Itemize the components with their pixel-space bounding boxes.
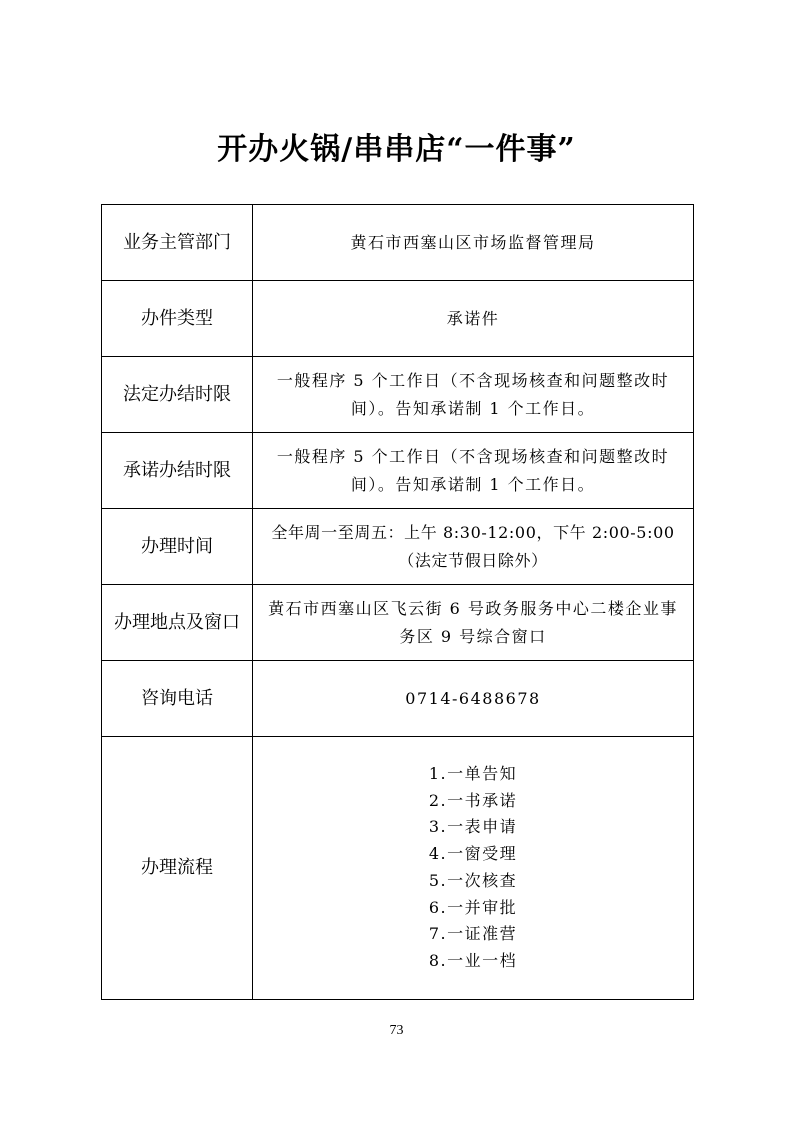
value-line: 间）。告知承诺制 1 个工作日。 (350, 474, 596, 494)
value-line: 0714-6488678 (405, 688, 541, 708)
table-row-legal-deadline (102, 357, 694, 433)
value-phone (253, 661, 694, 737)
process-step: 4.一窗受理 (428, 844, 518, 864)
process-steps-list (429, 761, 517, 975)
value-location (253, 585, 694, 661)
value-line: 承诺件 (446, 308, 500, 328)
table-row-office-hours (102, 509, 694, 585)
value-process (253, 737, 694, 1000)
process-step: 6.一并审批 (428, 897, 518, 917)
page-number: 73 (389, 1023, 404, 1038)
value-line: 间）。告知承诺制 1 个工作日。 (350, 398, 596, 418)
label-department: 业务主管部门 (102, 205, 253, 281)
value-line: 务区 9 号综合窗口 (399, 626, 547, 646)
value-legal-deadline (253, 357, 694, 433)
table-row-department (102, 205, 694, 281)
value-line: （法定节假日除外） (398, 550, 548, 570)
value-department (253, 205, 694, 281)
value-line: 黄石市西塞山区飞云街 6 号政务服务中心二楼企业事 (268, 598, 678, 618)
document-title: 开办火锅/串串店“一件事” (217, 132, 576, 167)
value-office-hours (253, 509, 694, 585)
label-location: 办理地点及窗口 (102, 585, 253, 661)
table-row-location (102, 585, 694, 661)
label-case-type: 办件类型 (102, 281, 253, 357)
table-row-phone (102, 661, 694, 737)
process-step: 8.一业一档 (428, 951, 518, 971)
process-step: 7.一证准营 (428, 924, 518, 944)
label-promised-deadline: 承诺办结时限 (102, 433, 253, 509)
process-step: 3.一表申请 (428, 817, 518, 837)
value-line: 黄石市西塞山区市场监督管理局 (350, 232, 596, 252)
service-info-table (101, 204, 694, 1000)
label-legal-deadline: 法定办结时限 (102, 357, 253, 433)
process-step: 1.一单告知 (428, 763, 518, 783)
table-row-process (102, 737, 694, 1000)
table-row-promised-deadline (102, 433, 694, 509)
label-office-hours: 办理时间 (102, 509, 253, 585)
value-case-type (253, 281, 694, 357)
label-process: 办理流程 (102, 737, 253, 1000)
table-row-case-type (102, 281, 694, 357)
value-line: 一般程序 5 个工作日（不含现场核查和问题整改时 (276, 446, 670, 466)
value-line: 一般程序 5 个工作日（不含现场核查和问题整改时 (276, 370, 670, 390)
value-line: 全年周一至周五：上午 8:30-12:00，下午 2:00-5:00 (271, 522, 675, 542)
label-phone: 咨询电话 (102, 661, 253, 737)
process-step: 5.一次核查 (428, 870, 518, 890)
value-promised-deadline (253, 433, 694, 509)
process-step: 2.一书承诺 (428, 790, 518, 810)
